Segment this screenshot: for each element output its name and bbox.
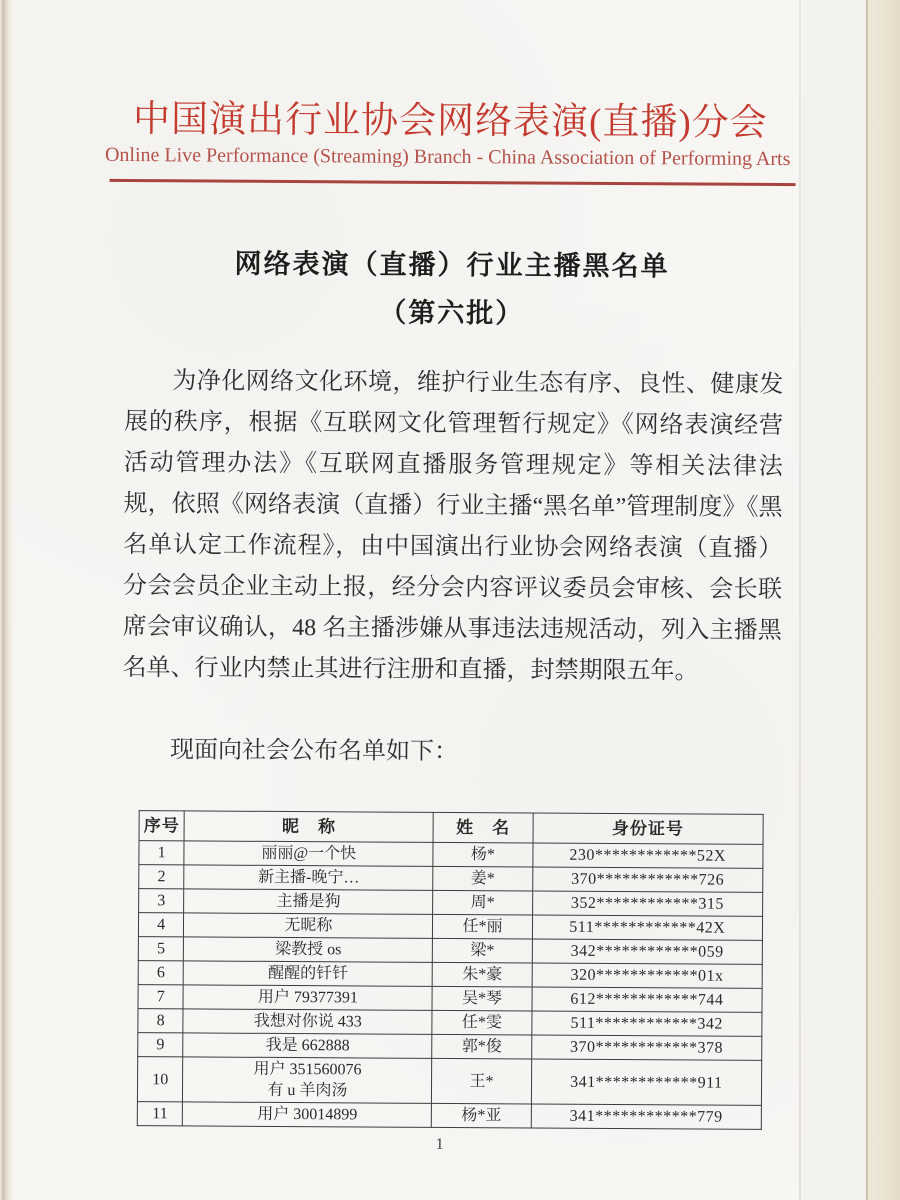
cell-nickname: 我是 662888 bbox=[183, 1033, 432, 1059]
cell-no: 11 bbox=[137, 1102, 182, 1126]
cell-name: 任*雯 bbox=[432, 1010, 531, 1035]
table-header-row bbox=[139, 811, 763, 845]
table-row bbox=[137, 1102, 761, 1130]
cell-no: 2 bbox=[139, 865, 184, 889]
cell-id: 342************059 bbox=[532, 939, 763, 964]
announce-line: 现面向社会公布名单如下： bbox=[169, 737, 459, 766]
header-cell-id: 身份证号 bbox=[533, 813, 764, 844]
cell-id: 370************726 bbox=[532, 867, 763, 892]
cell-no: 3 bbox=[139, 889, 184, 913]
cell-nickname: 我想对你说 433 bbox=[183, 1009, 432, 1035]
cell-nickname: 梁教授 os bbox=[184, 937, 433, 963]
cell-name: 王* bbox=[432, 1058, 531, 1104]
cell-nickname: 用户 79377391 bbox=[183, 985, 432, 1011]
cell-no: 9 bbox=[138, 1033, 183, 1057]
cell-nickname: 用户 30014899 bbox=[183, 1102, 432, 1128]
body-paragraph: 为净化网络文化环境，维护行业生态有序、良性、健康发展的秩序，根据《互联网文化管理暂行规定》《网络表演经营活动管理办法》《互联网直播服务管理规定》等相关法律法规，依照《网络表演（直播）行业主播“黑名单”管理制度》《黑名单认定工作流程》，由中国演出行业协会网络表演（直播）分会会员企业主动上报，经分会内容评议委员会审核、会长联席会审议确认，48 名主播涉嫌从事违法违规活动，列入主播黑名单、行业内禁止其进行注册和直播，封禁期限五年。 bbox=[122, 368, 784, 685]
cell-name: 周* bbox=[433, 890, 532, 915]
letterhead-divider-rule bbox=[110, 179, 796, 186]
letterhead-org-subtitle-english: Online Live Performance (Streaming) Branch - China Association of Performing Arts bbox=[104, 143, 791, 171]
blacklist-table bbox=[137, 810, 764, 1130]
cell-nickname: 用户 351560076 有 u 羊肉汤 bbox=[183, 1057, 432, 1104]
cell-nickname: 新主播-晚宁… bbox=[184, 865, 433, 891]
header-cell-no: 序号 bbox=[139, 811, 185, 841]
cell-no: 8 bbox=[138, 1009, 183, 1033]
cell-name: 郭*俊 bbox=[432, 1034, 531, 1059]
cell-id: 612************744 bbox=[532, 987, 763, 1012]
cell-nickname: 醒醒的钎钎 bbox=[183, 961, 432, 987]
cell-name: 任*丽 bbox=[433, 914, 532, 939]
header-cell-name: 姓 名 bbox=[433, 812, 532, 843]
cell-no: 6 bbox=[138, 961, 183, 985]
document-title bbox=[102, 239, 803, 339]
table-row bbox=[137, 1057, 761, 1106]
cell-no: 5 bbox=[138, 937, 183, 961]
page-number: 1 bbox=[435, 1135, 444, 1153]
cell-nickname: 丽丽@一个快 bbox=[184, 841, 433, 867]
cell-nickname: 无昵称 bbox=[184, 913, 433, 939]
cell-id: 341************779 bbox=[531, 1104, 762, 1129]
letterhead-org-title: 中国演出行业协会网络表演(直播)分会 bbox=[132, 99, 768, 144]
cell-no: 4 bbox=[138, 913, 183, 937]
document-title-line1: 网络表演（直播）行业主播黑名单 bbox=[234, 248, 670, 282]
blacklist-table-body bbox=[137, 841, 763, 1130]
cell-id: 511************42X bbox=[532, 915, 763, 940]
cell-id: 352************315 bbox=[532, 891, 763, 916]
cell-nickname: 主播是狗 bbox=[184, 889, 433, 915]
cell-no: 10 bbox=[137, 1057, 183, 1102]
cell-id: 230************52X bbox=[532, 843, 763, 868]
cell-id: 370************378 bbox=[531, 1035, 762, 1060]
cell-id: 341************911 bbox=[531, 1059, 762, 1105]
cell-id: 320************01x bbox=[532, 963, 763, 988]
cell-name: 杨*亚 bbox=[432, 1103, 531, 1128]
cell-no: 1 bbox=[139, 841, 184, 865]
cell-name: 朱*豪 bbox=[433, 962, 532, 987]
blacklist-table-header bbox=[139, 811, 763, 845]
cell-name: 姜* bbox=[433, 866, 532, 891]
document-title-line2: （第六批） bbox=[379, 297, 525, 329]
cell-name: 吴*琴 bbox=[432, 986, 531, 1011]
cell-name: 杨* bbox=[433, 842, 532, 867]
cell-id: 511************342 bbox=[531, 1011, 762, 1036]
cell-name: 梁* bbox=[433, 938, 532, 963]
cell-no: 7 bbox=[138, 985, 183, 1009]
header-cell-nickname: 昵 称 bbox=[184, 811, 433, 843]
